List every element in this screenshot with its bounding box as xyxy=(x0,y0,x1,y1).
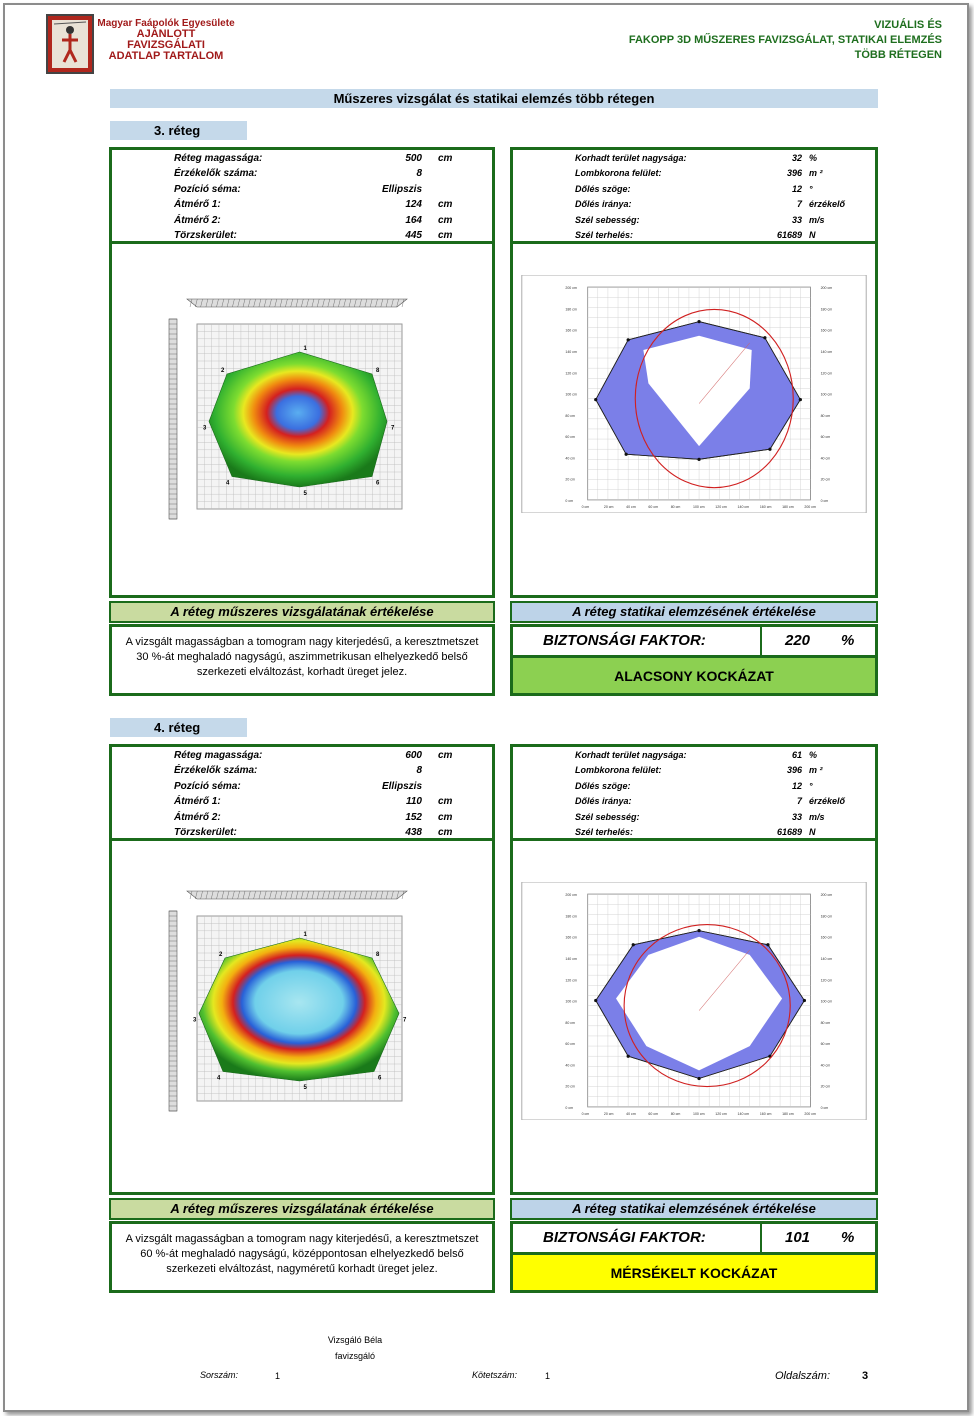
svg-text:40 cm: 40 cm xyxy=(820,456,831,461)
info-label: Törzskerület: xyxy=(174,826,237,838)
info-value: 32 xyxy=(791,153,802,163)
layer-heading-text: 3. réteg xyxy=(154,123,201,138)
svg-text:80 cm: 80 cm xyxy=(565,1020,576,1025)
org-name-line: Magyar Faápolók Egyesülete xyxy=(97,18,235,29)
info-row xyxy=(513,794,875,809)
layer-heading xyxy=(110,718,247,737)
info-unit: cm xyxy=(438,153,453,164)
svg-text:5: 5 xyxy=(303,491,307,497)
info-unit: érzékelő xyxy=(809,796,846,807)
info-label: Pozíció séma: xyxy=(174,183,241,195)
org-subtitle-line: ADATLAP TARTALOM xyxy=(108,50,224,62)
static-evaluation-heading: A réteg statikai elemzésének értékelése xyxy=(510,1198,878,1220)
organization-logo xyxy=(46,14,94,74)
info-label: Réteg magassága: xyxy=(174,153,263,164)
svg-text:140 cm: 140 cm xyxy=(820,956,833,961)
svg-text:60 cm: 60 cm xyxy=(820,1042,831,1047)
organization-name xyxy=(96,18,236,62)
svg-text:80 cm: 80 cm xyxy=(565,413,576,418)
static-analysis-image xyxy=(521,275,867,513)
svg-text:60 cm: 60 cm xyxy=(565,435,576,440)
risk-level-badge: ALACSONY KOCKÁZAT xyxy=(510,655,878,696)
info-unit: m/s xyxy=(809,811,825,822)
info-unit: cm xyxy=(438,199,453,211)
static-analysis-panel xyxy=(510,838,878,1195)
tomogram-image xyxy=(147,269,447,539)
info-value: 12 xyxy=(791,780,802,791)
info-value: 110 xyxy=(406,796,422,808)
svg-text:20 cm: 20 cm xyxy=(565,477,576,482)
svg-text:160 cm: 160 cm xyxy=(565,935,577,940)
svg-text:100 cm: 100 cm xyxy=(565,999,577,1004)
info-value: 438 xyxy=(405,826,422,838)
info-value: 61 xyxy=(791,750,802,760)
info-value: 61689 xyxy=(776,826,802,837)
svg-text:80 cm: 80 cm xyxy=(670,504,681,509)
divider xyxy=(760,627,762,655)
info-label: Korhadt terület nagysága: xyxy=(575,153,687,163)
info-row xyxy=(513,166,875,181)
svg-text:7: 7 xyxy=(391,425,395,432)
svg-text:60 cm: 60 cm xyxy=(820,435,831,440)
safety-factor-box xyxy=(510,624,878,658)
page-number-value: 3 xyxy=(862,1370,869,1382)
safety-factor-value: 220 xyxy=(785,632,811,649)
info-row xyxy=(513,151,875,166)
static-parameters-box xyxy=(510,744,878,841)
svg-text:180 cm: 180 cm xyxy=(565,307,577,312)
info-label: Átmérő 1: xyxy=(174,796,221,808)
svg-text:180 cm: 180 cm xyxy=(782,504,794,509)
safety-factor-box xyxy=(510,1221,878,1255)
svg-text:180 cm: 180 cm xyxy=(820,307,833,312)
svg-text:180 cm: 180 cm xyxy=(820,914,833,919)
info-label: Törzskerület: xyxy=(174,229,237,241)
info-label: Átmérő 2: xyxy=(174,214,221,226)
measurement-parameters-box xyxy=(109,147,495,244)
info-unit: cm xyxy=(438,229,453,241)
info-label: Korhadt terület nagysága: xyxy=(575,750,687,760)
svg-text:60 cm: 60 cm xyxy=(648,504,659,509)
info-value: 61689 xyxy=(776,229,802,240)
safety-factor-unit: % xyxy=(841,1229,855,1246)
info-label: Szél terhelés: xyxy=(575,826,634,837)
info-label: Pozíció séma: xyxy=(174,780,241,792)
info-label: Érzékelők száma: xyxy=(174,765,258,777)
svg-text:80 cm: 80 cm xyxy=(820,413,831,418)
svg-text:200 cm: 200 cm xyxy=(565,893,577,898)
svg-text:8: 8 xyxy=(376,952,380,958)
svg-text:20 cm: 20 cm xyxy=(565,1084,576,1089)
info-value: 8 xyxy=(416,765,422,777)
static-parameters-box xyxy=(510,147,878,244)
svg-text:140 cm: 140 cm xyxy=(737,504,750,509)
svg-text:80 cm: 80 cm xyxy=(820,1020,831,1025)
instrumental-evaluation-heading: A réteg műszeres vizsgálatának értékelése xyxy=(109,1198,495,1220)
report-type-line: TÖBB RÉTEGEN xyxy=(854,49,942,61)
info-unit: cm xyxy=(438,214,453,226)
tomogram-panel xyxy=(109,838,495,1195)
report-type-line: VIZUÁLIS ÉS xyxy=(874,19,942,31)
tomogram-image xyxy=(147,861,447,1131)
info-row xyxy=(513,197,875,212)
svg-text:200 cm: 200 cm xyxy=(820,286,833,291)
svg-text:0 cm: 0 cm xyxy=(820,1105,829,1110)
info-unit: ° xyxy=(809,183,813,194)
svg-text:140 cm: 140 cm xyxy=(737,1111,750,1116)
svg-text:200 cm: 200 cm xyxy=(804,504,816,509)
svg-text:6: 6 xyxy=(376,480,380,487)
svg-text:40 cm: 40 cm xyxy=(565,456,576,461)
svg-text:120 cm: 120 cm xyxy=(715,1111,727,1116)
safety-factor-label: BIZTONSÁGI FAKTOR: xyxy=(543,1229,706,1246)
info-unit: cm xyxy=(438,750,453,761)
info-label: Dőlés szöge: xyxy=(575,780,631,791)
svg-text:40 cm: 40 cm xyxy=(820,1063,831,1068)
info-value: 33 xyxy=(791,214,802,225)
svg-text:3: 3 xyxy=(203,425,207,432)
info-label: Lombkorona felület: xyxy=(575,765,662,776)
svg-text:20 cm: 20 cm xyxy=(820,1084,831,1089)
svg-text:8: 8 xyxy=(376,368,380,374)
serial-label: Sorszám: xyxy=(200,1370,239,1380)
volume-value: 1 xyxy=(545,1371,551,1381)
svg-text:4: 4 xyxy=(226,480,230,487)
svg-text:0 cm: 0 cm xyxy=(565,498,574,503)
svg-text:2: 2 xyxy=(221,368,225,374)
svg-text:140 cm: 140 cm xyxy=(565,349,577,354)
info-label: Réteg magassága: xyxy=(174,750,263,761)
info-row xyxy=(112,166,492,181)
info-value: 7 xyxy=(796,796,802,807)
svg-text:80 cm: 80 cm xyxy=(670,1111,681,1116)
divider xyxy=(760,1224,762,1252)
svg-text:3: 3 xyxy=(193,1017,197,1024)
info-row xyxy=(112,794,492,809)
info-unit: m ² xyxy=(809,168,823,179)
info-value: 33 xyxy=(791,811,802,822)
static-analysis-panel xyxy=(510,241,878,598)
report-type-line: FAKOPP 3D MŰSZERES FAVIZSGÁLAT, STATIKAI ELEMZÉS xyxy=(628,34,942,46)
info-unit: érzékelő xyxy=(809,199,846,210)
info-row xyxy=(112,779,492,794)
svg-text:100 cm: 100 cm xyxy=(820,999,833,1004)
svg-text:100 cm: 100 cm xyxy=(820,392,833,397)
page-number-label: Oldalszám: xyxy=(775,1370,831,1382)
info-value: Ellipszis xyxy=(381,183,422,195)
instrumental-evaluation-text: A vizsgált magasságban a tomogram nagy kiterjedésű, a keresztmetszet 60 %-át meghaladó nagyságú, középpontosan elhelyezkedő belső szerkezeti elváltozást, nagyméretű korhadt üreget jelez. xyxy=(109,1221,495,1293)
svg-text:160 cm: 160 cm xyxy=(759,1111,772,1116)
svg-text:120 cm: 120 cm xyxy=(820,371,833,376)
volume-label: Kötetszám: xyxy=(472,1370,518,1380)
org-subtitle-line: FAVIZSGÁLATI xyxy=(127,39,205,51)
info-unit: m/s xyxy=(809,214,825,225)
info-value: 396 xyxy=(786,765,802,776)
svg-text:120 cm: 120 cm xyxy=(565,371,577,376)
info-unit: N xyxy=(809,229,816,240)
tomogram-panel xyxy=(109,241,495,598)
svg-text:140 cm: 140 cm xyxy=(565,956,577,961)
svg-text:160 cm: 160 cm xyxy=(820,328,833,333)
svg-text:40 cm: 40 cm xyxy=(565,1063,576,1068)
static-evaluation-heading: A réteg statikai elemzésének értékelése xyxy=(510,601,878,623)
svg-text:20 cm: 20 cm xyxy=(603,1111,614,1116)
info-row xyxy=(513,763,875,778)
info-row xyxy=(513,213,875,228)
examiner-role: favizsgáló xyxy=(334,1351,376,1361)
svg-text:160 cm: 160 cm xyxy=(759,504,772,509)
info-row xyxy=(513,779,875,794)
info-label: Átmérő 2: xyxy=(174,811,221,823)
svg-text:200 cm: 200 cm xyxy=(565,286,577,291)
svg-text:5: 5 xyxy=(303,1085,307,1091)
svg-text:200 cm: 200 cm xyxy=(804,1111,816,1116)
svg-text:1: 1 xyxy=(303,932,307,938)
instrumental-evaluation-text: A vizsgált magasságban a tomogram nagy kiterjedésű, a keresztmetszet 30 %-át meghaladó nagyságú, aszimmetrikusan elhelyezkedő belső szerkezeti elváltozást, korhadt üreget jelez. xyxy=(109,624,495,696)
info-value: 445 xyxy=(405,229,422,241)
info-label: Szél terhelés: xyxy=(575,229,634,240)
info-row xyxy=(112,182,492,197)
safety-factor-label: BIZTONSÁGI FAKTOR: xyxy=(543,632,706,649)
layer-heading-text: 4. réteg xyxy=(154,720,201,735)
info-value: 396 xyxy=(786,168,802,179)
svg-text:100 cm: 100 cm xyxy=(692,1111,705,1116)
info-row xyxy=(112,213,492,228)
info-value: 8 xyxy=(416,168,422,180)
info-unit: m ² xyxy=(809,765,823,776)
svg-text:7: 7 xyxy=(403,1017,407,1024)
svg-text:60 cm: 60 cm xyxy=(565,1042,576,1047)
svg-text:0 cm: 0 cm xyxy=(581,504,590,509)
svg-text:120 cm: 120 cm xyxy=(565,978,577,983)
info-row xyxy=(112,151,492,166)
svg-text:0 cm: 0 cm xyxy=(581,1111,590,1116)
svg-text:40 cm: 40 cm xyxy=(626,504,636,509)
svg-text:6: 6 xyxy=(378,1075,382,1082)
info-value: 500 xyxy=(405,153,422,164)
info-label: Lombkorona felület: xyxy=(575,168,662,179)
info-value: 124 xyxy=(405,199,422,211)
org-subtitle-line: AJÁNLOTT xyxy=(136,28,196,40)
svg-text:120 cm: 120 cm xyxy=(820,978,833,983)
page-title: Műszeres vizsgálat és statikai elemzés több rétegen xyxy=(110,89,878,108)
info-label: Érzékelők száma: xyxy=(174,168,258,180)
info-label: Dőlés szöge: xyxy=(575,183,631,194)
instrumental-evaluation-heading: A réteg műszeres vizsgálatának értékelése xyxy=(109,601,495,623)
info-row xyxy=(112,748,492,763)
info-value: 164 xyxy=(405,214,422,226)
report-type-heading xyxy=(522,18,942,63)
risk-level-badge: MÉRSÉKELT KOCKÁZAT xyxy=(510,1252,878,1293)
svg-text:180 cm: 180 cm xyxy=(565,914,577,919)
svg-text:60 cm: 60 cm xyxy=(648,1111,659,1116)
serial-value: 1 xyxy=(275,1371,281,1381)
svg-text:160 cm: 160 cm xyxy=(565,328,577,333)
svg-text:40 cm: 40 cm xyxy=(626,1111,636,1116)
info-row xyxy=(112,763,492,778)
layer-heading xyxy=(110,121,247,140)
info-unit: % xyxy=(809,153,818,163)
info-unit: cm xyxy=(438,826,453,838)
info-row xyxy=(112,810,492,825)
info-value: 600 xyxy=(405,750,422,761)
info-unit: cm xyxy=(438,796,453,808)
svg-text:20 cm: 20 cm xyxy=(603,504,614,509)
static-analysis-image xyxy=(521,882,867,1120)
info-label: Szél sebesség: xyxy=(575,214,640,225)
svg-text:180 cm: 180 cm xyxy=(782,1111,794,1116)
svg-text:160 cm: 160 cm xyxy=(820,935,833,940)
svg-text:2: 2 xyxy=(219,952,223,958)
info-value: Ellipszis xyxy=(381,780,422,792)
info-row xyxy=(513,748,875,763)
info-unit: ° xyxy=(809,780,813,791)
info-value: 7 xyxy=(796,199,802,210)
info-label: Dőlés iránya: xyxy=(575,796,632,807)
info-value: 152 xyxy=(405,811,422,823)
svg-text:4: 4 xyxy=(217,1075,221,1082)
info-unit: % xyxy=(809,750,818,760)
svg-text:200 cm: 200 cm xyxy=(820,893,833,898)
info-label: Átmérő 1: xyxy=(174,199,221,211)
examiner-signature xyxy=(300,1332,410,1364)
safety-factor-value: 101 xyxy=(785,1229,811,1246)
svg-text:0 cm: 0 cm xyxy=(565,1105,574,1110)
info-row xyxy=(513,810,875,825)
safety-factor-unit: % xyxy=(841,632,855,649)
svg-text:100 cm: 100 cm xyxy=(692,504,705,509)
svg-text:120 cm: 120 cm xyxy=(715,504,727,509)
info-label: Szél sebesség: xyxy=(575,811,640,822)
info-row xyxy=(112,197,492,212)
svg-text:140 cm: 140 cm xyxy=(820,349,833,354)
svg-text:20 cm: 20 cm xyxy=(820,477,831,482)
info-unit: cm xyxy=(438,811,453,823)
examiner-name: Vizsgáló Béla xyxy=(327,1335,383,1345)
svg-text:100 cm: 100 cm xyxy=(565,392,577,397)
info-unit: N xyxy=(809,826,816,837)
measurement-parameters-box xyxy=(109,744,495,841)
svg-text:0 cm: 0 cm xyxy=(820,498,829,503)
svg-text:1: 1 xyxy=(303,346,307,352)
info-value: 12 xyxy=(791,183,802,194)
info-label: Dőlés iránya: xyxy=(575,199,632,210)
info-row xyxy=(513,182,875,197)
